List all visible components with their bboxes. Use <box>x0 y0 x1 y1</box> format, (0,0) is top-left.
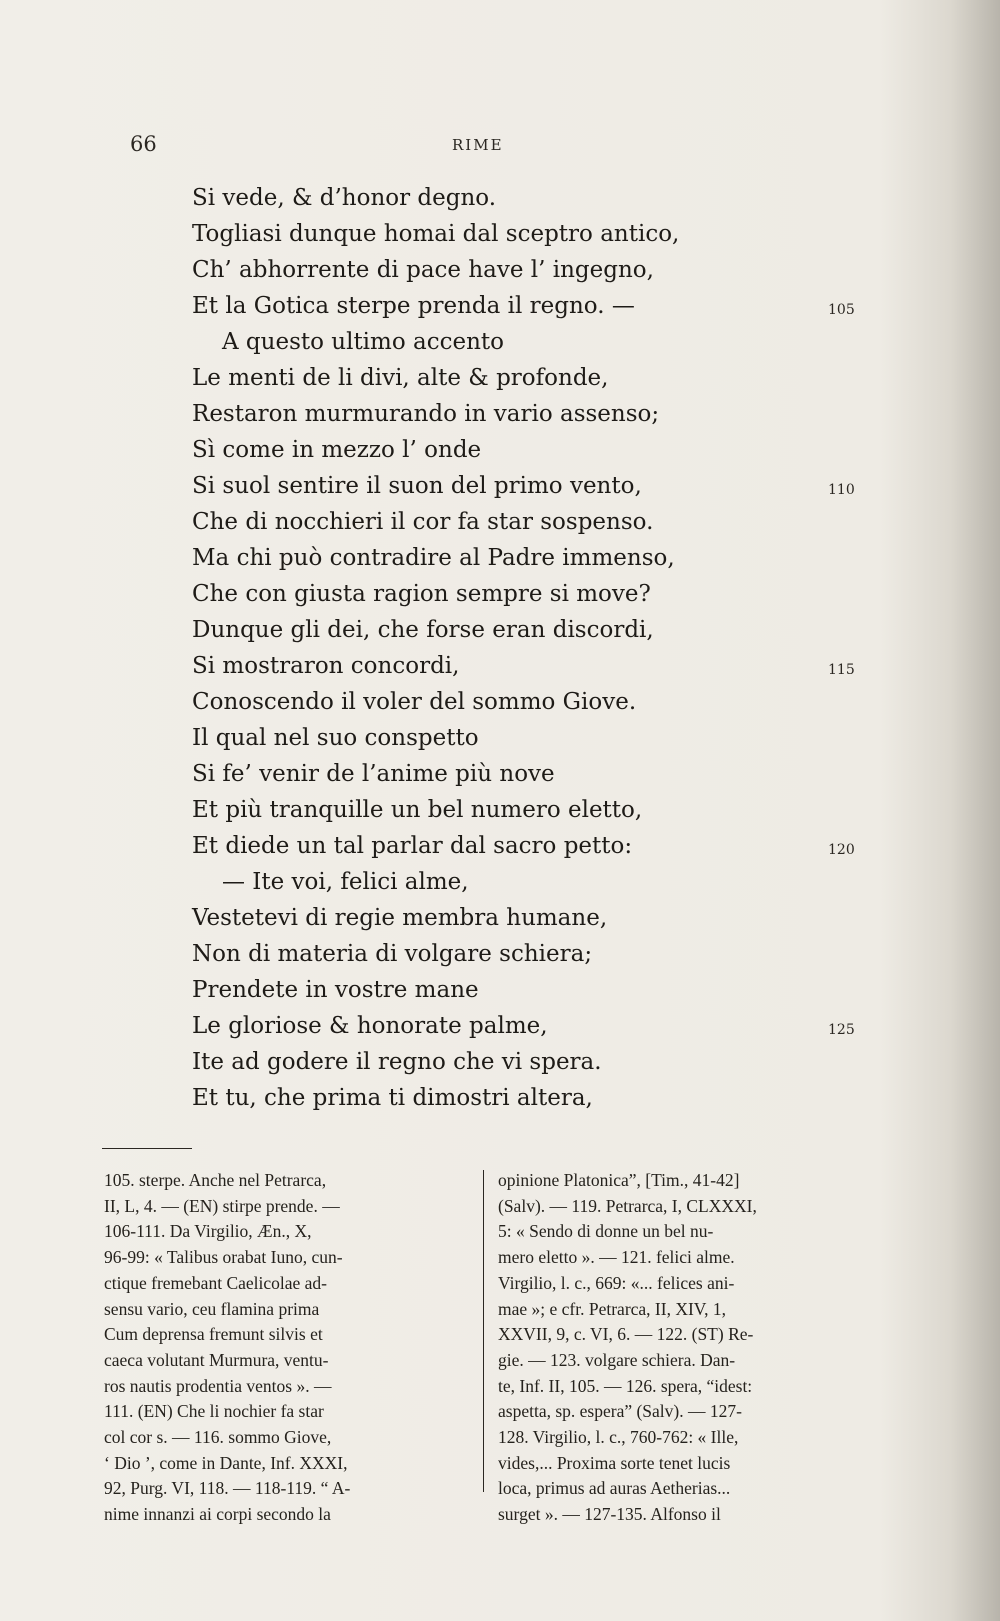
line-number: 110 <box>828 482 855 498</box>
verse-line: — Ite voi, felici alme, <box>222 869 469 895</box>
line-number: 115 <box>828 662 855 678</box>
page-number: 66 <box>130 132 157 156</box>
note-line: ros nautis prodentia ventos ». — <box>104 1375 332 1396</box>
note-line: 105. sterpe. Anche nel Petrarca, <box>104 1170 327 1190</box>
note-line: 106-111. Da Virgilio, Æn., X, <box>104 1221 312 1242</box>
verse-line: Et la Gotica sterpe prenda il regno. — <box>192 293 635 319</box>
verse-line: Et tu, che prima ti dimostri altera, <box>192 1085 593 1111</box>
footnotes-right-column <box>498 1168 868 1528</box>
note-line: caeca volutant Murmura, ventu- <box>104 1349 329 1370</box>
note-line: vides,... Proxima sorte tenet lucis <box>498 1452 731 1473</box>
verse-line: Si vede, & d’honor degno. <box>192 185 497 211</box>
verse-line: Si mostraron concordi, <box>192 653 460 679</box>
running-title: RIME <box>452 136 504 154</box>
note-line: te, Inf. II, 105. — 126. spera, “idest: <box>498 1375 753 1396</box>
note-line: gie. — 123. volgare schiera. Dan- <box>498 1349 736 1370</box>
verse-line: Conoscendo il voler del sommo Giove. <box>192 689 637 715</box>
verse-line: Il qual nel suo conspetto <box>192 725 479 751</box>
verse-line: Et più tranquille un bel numero eletto, <box>192 797 643 823</box>
note-line: col cor s. — 116. sommo Giove, <box>104 1427 332 1448</box>
note-line: ctique fremebant Caelicolae ad- <box>104 1272 328 1293</box>
note-line: XXVII, 9, c. VI, 6. — 122. (ST) Re- <box>498 1324 754 1345</box>
note-line: 128. Virgilio, l. c., 760-762: « Ille, <box>498 1427 739 1448</box>
verse-line: Si suol sentire il suon del primo vento, <box>192 473 642 499</box>
note-line: 96-99: « Talibus orabat Iuno, cun- <box>104 1247 343 1268</box>
verse-line: Le gloriose & honorate palme, <box>192 1013 548 1039</box>
note-line: aspetta, sp. espera” (Salv). — 127- <box>498 1401 742 1422</box>
column-divider <box>483 1170 484 1492</box>
note-line: surget ». — 127-135. Alfonso il <box>498 1504 721 1525</box>
footnotes-left-column <box>104 1168 470 1528</box>
line-number: 105 <box>828 302 855 318</box>
verse-line: Ma chi può contradire al Padre immenso, <box>192 545 675 571</box>
verse-line: Che di nocchieri il cor fa star sospenso. <box>192 509 654 535</box>
verse-line: Non di materia di volgare schiera; <box>192 941 593 967</box>
note-line: ‘ Dio ’, come in Dante, Inf. XXXI, <box>104 1452 348 1473</box>
verse-line: Et diede un tal parlar dal sacro petto: <box>192 833 633 859</box>
note-line: 5: « Sendo di donne un bel nu- <box>498 1221 714 1242</box>
verse-line: Vestetevi di regie membra humane, <box>192 905 608 931</box>
verse-line: Sì come in mezzo l’ onde <box>192 437 482 463</box>
note-line: loca, primus ad auras Aetherias... <box>498 1478 731 1499</box>
note-line: (Salv). — 119. Petrarca, I, CLXXXI, <box>498 1195 757 1216</box>
line-number: 120 <box>828 842 855 858</box>
verse-line: A questo ultimo accento <box>222 329 504 355</box>
note-line: 111. (EN) Che li nochier fa star <box>104 1401 324 1422</box>
verse-line: Togliasi dunque homai dal sceptro antico, <box>192 221 680 247</box>
verse-line: Si fe’ venir de l’anime più nove <box>192 761 555 787</box>
note-line: sensu vario, ceu flamina prima <box>104 1298 320 1319</box>
page-header <box>0 132 1000 162</box>
verse-line: Ch’ abhorrente di pace have l’ ingegno, <box>192 257 654 283</box>
verse-line: Ite ad godere il regno che vi spera. <box>192 1049 602 1075</box>
note-line: Virgilio, l. c., 669: «... felices ani- <box>498 1272 735 1293</box>
footnote-rule <box>102 1148 192 1149</box>
note-line: mero eletto ». — 121. felici alme. <box>498 1247 735 1268</box>
verse-line: Le menti de li divi, alte & profonde, <box>192 365 609 391</box>
verse-line: Prendete in vostre mane <box>192 977 479 1003</box>
verse-line: Restaron murmurando in vario assenso; <box>192 401 660 427</box>
line-number: 125 <box>828 1022 855 1038</box>
note-line: opinione Platonica”, [Tim., 41-42] <box>498 1170 740 1190</box>
note-line: mae »; e cfr. Petrarca, II, XIV, 1, <box>498 1298 727 1319</box>
note-line: Cum deprensa fremunt silvis et <box>104 1324 323 1345</box>
note-line: II, L, 4. — (EN) stirpe prende. — <box>104 1195 340 1216</box>
note-line: 92, Purg. VI, 118. — 118-119. “ A- <box>104 1478 351 1499</box>
verse-line: Dunque gli dei, che forse eran discordi, <box>192 617 654 643</box>
note-line: nime innanzi ai corpi secondo la <box>104 1504 331 1525</box>
verse-line: Che con giusta ragion sempre si move? <box>192 581 651 607</box>
